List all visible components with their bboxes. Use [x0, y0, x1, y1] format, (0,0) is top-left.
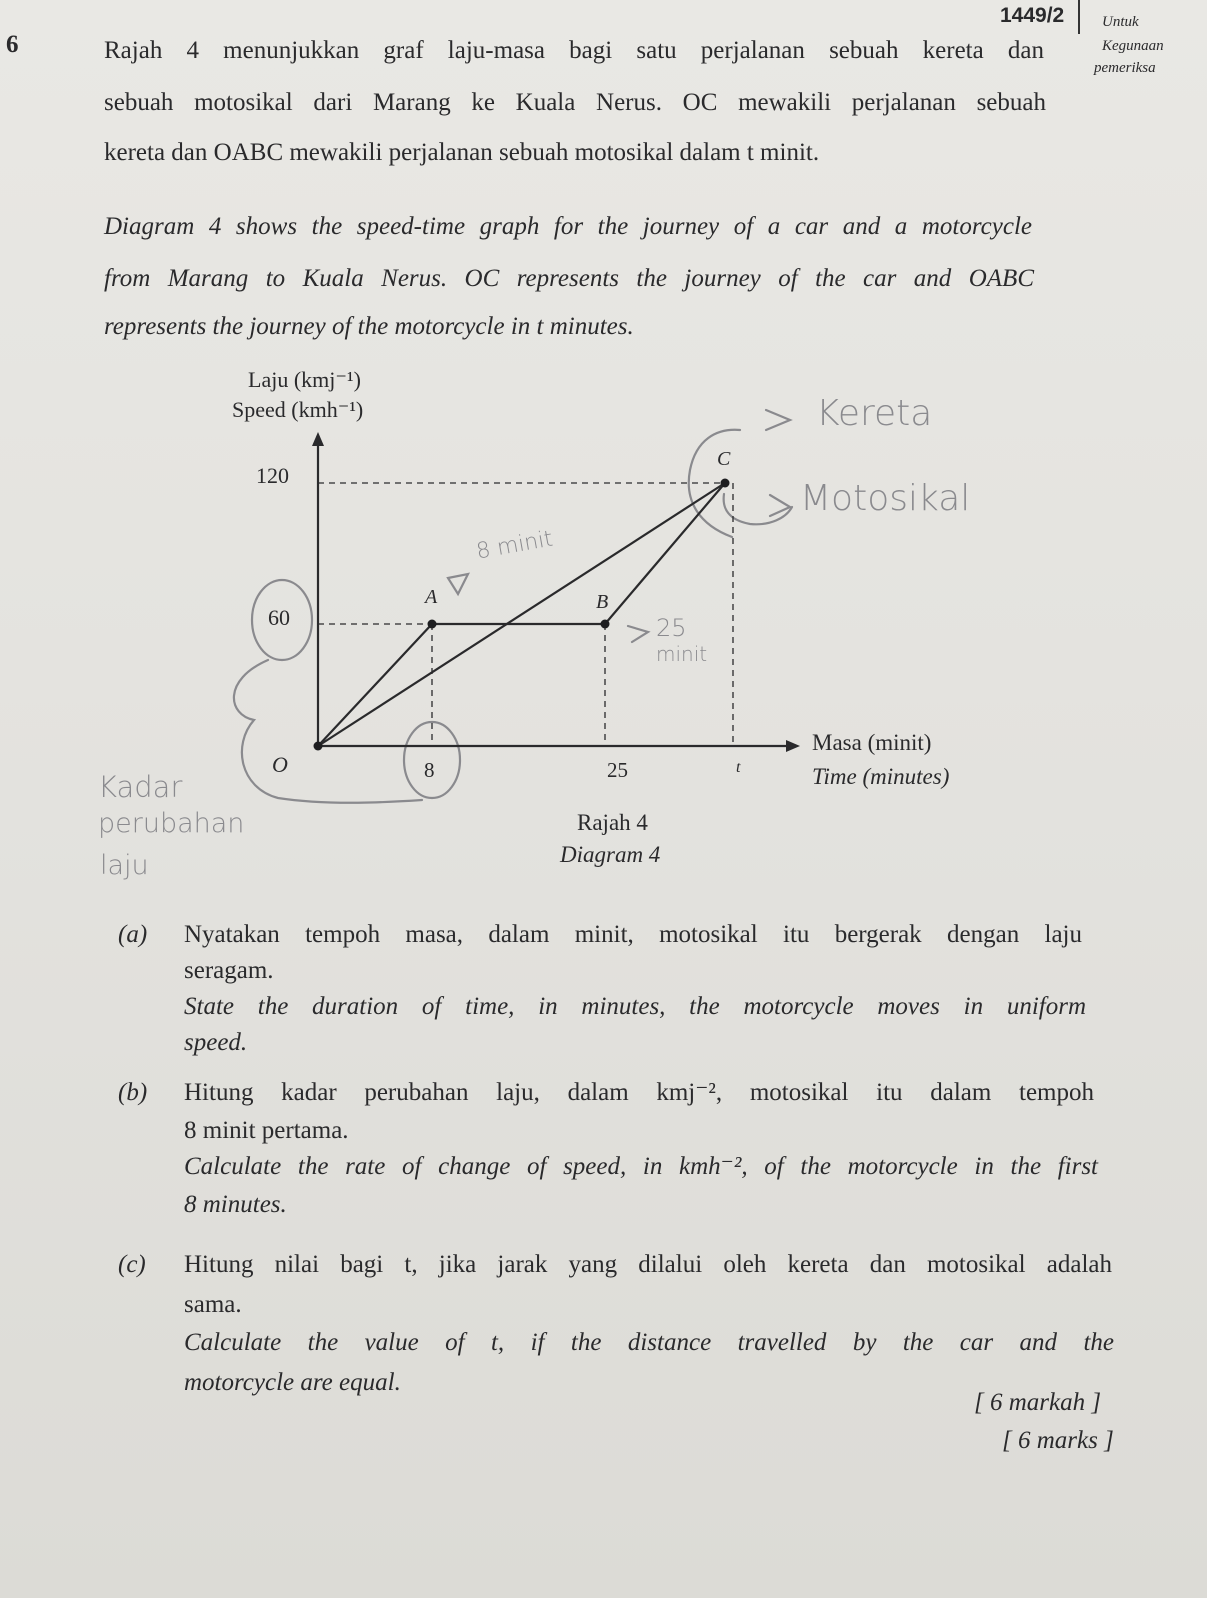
intro-en-line-2: from Marang to Kuala Nerus. OC represents the journey of the car and OABC [104, 265, 1034, 292]
x-axis-arrow [786, 740, 800, 752]
handwriting-laju: laju [100, 850, 149, 881]
part-b-ms-line-1: Hitung kadar perubahan laju, dalam kmj⁻², motosikal itu dalam tempoh [184, 1079, 1094, 1106]
label-b: B [596, 591, 609, 613]
ylabel-ms: Laju (kmj⁻¹) [248, 367, 361, 392]
y-tick-120: 120 [256, 463, 289, 488]
part-a-ms-line-2: seragam. [184, 957, 274, 984]
xlabel-en: Time (minutes) [812, 764, 950, 789]
point-c [721, 479, 730, 488]
part-a-en-line-2: speed. [184, 1029, 248, 1056]
part-b-en-line-1: Calculate the rate of change of speed, in kmh⁻², of the motorcycle in the first [184, 1153, 1098, 1180]
part-a-en-line-1: State the duration of time, in minutes, the motorcycle moves in uniform [184, 993, 1086, 1020]
intro-ms-line-1: Rajah 4 menunjukkan graf laju-masa bagi satu perjalanan sebuah kereta dan [104, 37, 1044, 64]
handwriting-25: 25 [656, 614, 687, 642]
rate-bracket [234, 660, 422, 803]
caption-en: Diagram 4 [560, 842, 661, 867]
ylabel-en: Speed (kmh⁻¹) [232, 397, 364, 422]
handwriting-motosikal: Motosikal [800, 478, 971, 519]
kereta-arrow [766, 410, 790, 430]
part-c-ms-line-1: Hitung nilai bagi t, jika jarak yang dilalui oleh kereta dan motosikal adalah [184, 1251, 1112, 1278]
point-a [428, 620, 437, 629]
margin-box-line-2: Kegunaan [1102, 38, 1164, 54]
intro-en-line-3: represents the journey of the motorcycle in t minutes. [104, 313, 634, 340]
question-number: 6 [6, 31, 19, 58]
handwriting-minit: minit [656, 642, 708, 666]
twentyfive-arrow [628, 626, 648, 642]
label-a: A [425, 586, 438, 608]
motosikal-hook [724, 494, 792, 524]
caption-ms: Rajah 4 [577, 810, 648, 835]
handwriting-kereta: Kereta [816, 393, 933, 434]
part-b-en-line-2: 8 minutes. [184, 1191, 287, 1218]
handwriting-kadar: Kadar [98, 770, 183, 804]
part-c-en-line-2: motorcycle are equal. [184, 1369, 401, 1396]
marks-ms: [ 6 markah ] [974, 1389, 1102, 1416]
marks-en: [ 6 marks ] [1002, 1427, 1114, 1454]
handwriting-8-minit: 8 minit [474, 526, 555, 565]
part-c-ms-line-2: sama. [184, 1291, 242, 1318]
intro-ms-line-3: kereta dan OABC mewakili perjalanan sebuah motosikal dalam t minit. [104, 139, 820, 166]
eight-minit-arrow [448, 574, 468, 594]
y-axis-arrow [312, 432, 324, 446]
label-c: C [717, 448, 731, 470]
x-tick-8: 8 [424, 758, 435, 782]
part-c-en-line-1: Calculate the value of t, if the distance travelled by the car and the [184, 1329, 1114, 1356]
part-b-ms-line-2: 8 minit pertama. [184, 1117, 349, 1144]
part-c-label: (c) [118, 1251, 146, 1278]
x-tick-t: t [736, 759, 741, 776]
handwriting-perubahan: perubahan [98, 808, 245, 839]
x-tick-25: 25 [607, 758, 628, 782]
part-b-label: (b) [118, 1079, 148, 1106]
point-o [314, 742, 323, 751]
part-a-ms-line-1: Nyatakan tempoh masa, dalam minit, motosikal itu bergerak dengan laju [184, 921, 1082, 948]
label-o: O [272, 752, 288, 777]
margin-box-line-3: pemeriksa [1094, 60, 1156, 76]
part-a-label: (a) [118, 921, 148, 948]
paper-code: 1449/2 [1000, 4, 1065, 27]
margin-box-line-1: Untuk [1102, 14, 1139, 30]
y-tick-60: 60 [268, 605, 290, 630]
xlabel-ms: Masa (minit) [812, 730, 932, 755]
intro-ms-line-2: sebuah motosikal dari Marang ke Kuala Nerus. OC mewakili perjalanan sebuah [104, 89, 1046, 116]
point-b [601, 620, 610, 629]
intro-en-line-1: Diagram 4 shows the speed-time graph for the journey of a car and a motorcycle [104, 213, 1032, 240]
margin-divider [1078, 0, 1080, 34]
